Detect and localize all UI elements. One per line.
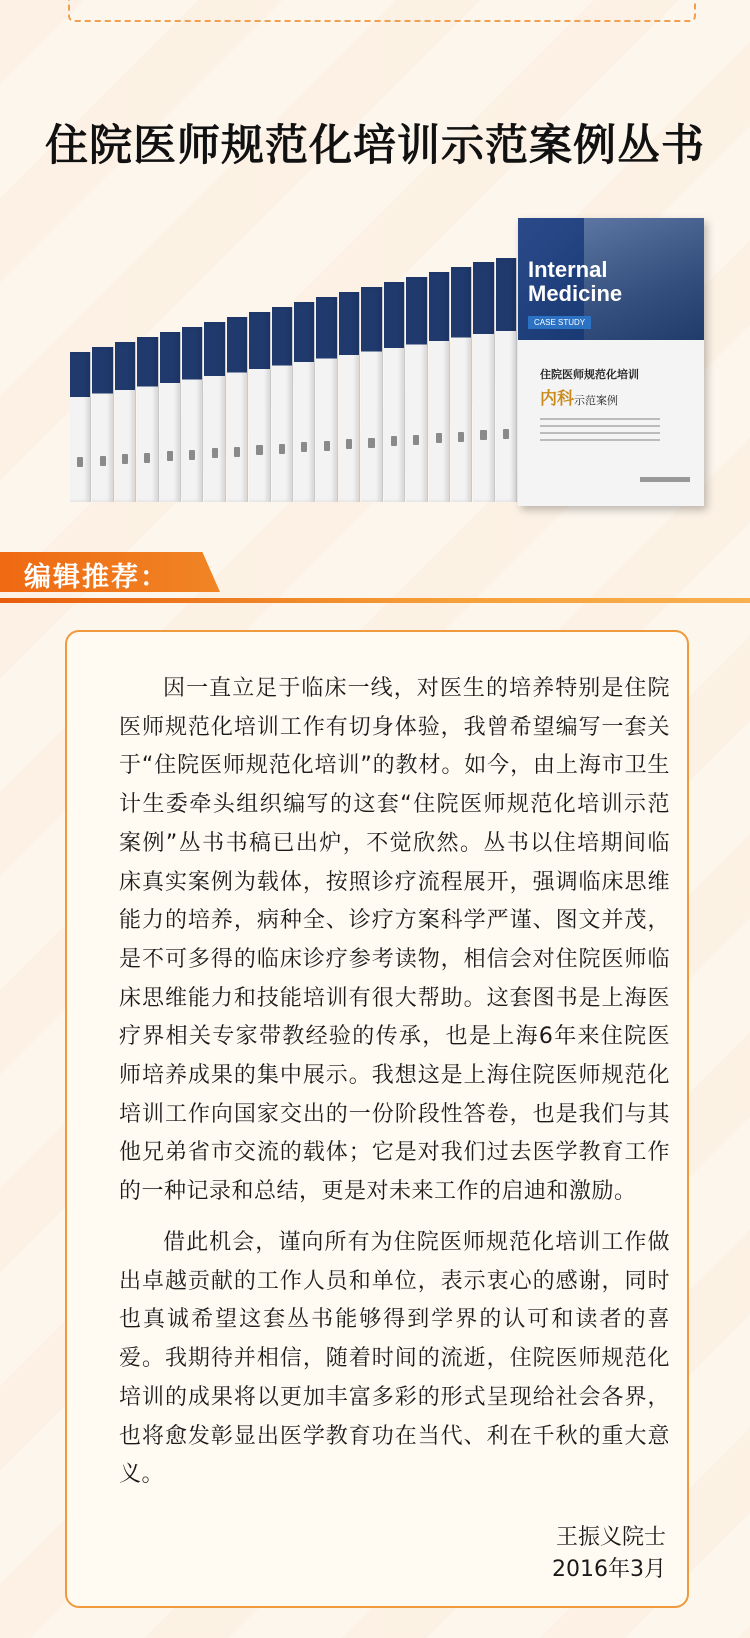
cover-header	[518, 218, 704, 340]
cover-subject-name: 内科	[540, 389, 574, 409]
book-spine	[361, 287, 382, 502]
book-spine	[227, 317, 248, 502]
cover-series-title: 住院医师规范化培训	[540, 368, 639, 381]
cover-english-title: Internal Medicine	[528, 257, 623, 306]
book-spine	[160, 332, 181, 502]
book-set-image	[50, 218, 700, 518]
cover-subject	[540, 384, 618, 409]
cover-text-lines	[540, 418, 660, 446]
book-spine	[429, 272, 450, 502]
book-spine	[496, 258, 517, 502]
book-spine	[249, 312, 270, 502]
page-title: 住院医师规范化培训示范案例丛书	[45, 121, 705, 171]
signature-name: 王振义院士	[555, 1525, 666, 1550]
recommendation-paragraph-1: 因一直立足于临床一线，对医生的培养特别是住院医师规范化培训工作有切身体验，我曾希望编写一套关于“住院医师规范化培训”的教材。如今，由上海市卫生计生委牵头组织编写的这套“住院医师规范化培训示范案例”丛书书稿已出炉，不觉欣然。丛书以住培期间临床真实案例为载体，按照诊疗流程展开，强调临床思维能力的培养，病种全、诊疗方案科学严谨、图文并茂，是不可多得的临床诊疗参考读物，相信会对住院医师临床思维能力和技能培训有很大帮助。这套图书是上海医疗界相关专家带教经验的传承，也是上海6年来住院医师培养成果的集中展示。我想这是上海住院医师规范化培训工作向国家交出的一份阶段性答卷，也是我们与其他兄弟省市交流的载体；它是对我们过去医学教育工作的一种记录和总结，更是对未来工作的启迪和激励。	[119, 676, 670, 1205]
section-divider	[0, 598, 750, 603]
cover-subject-suffix: 示范案例	[574, 394, 618, 407]
recommendation-paragraph-2: 借此机会，谨向所有为住院医师规范化培训工作做出卓越贡献的工作人员和单位，表示衷心的感谢，同时也真诚希望这套丛书能够得到学界的认可和读者的喜爱。我期待并相信，随着时间的流逝，住院医师规范化培训的成果将以更加丰富多彩的形式呈现给社会各界，也将愈发彰显出医学教育功在当代、利在千秋的重大意义。	[119, 1230, 670, 1488]
signature-date: 2016年3月	[552, 1557, 666, 1582]
top-decorative-frame	[68, 0, 696, 22]
book-spine	[272, 307, 293, 502]
book-spine	[92, 347, 113, 502]
book-cover-internal-medicine	[518, 218, 704, 506]
book-spine	[473, 262, 494, 502]
book-spine	[316, 297, 337, 502]
book-spine	[451, 267, 472, 502]
publisher-mark	[640, 477, 690, 482]
book-spine	[204, 322, 225, 502]
cover-case-label: CASE STUDY	[528, 316, 591, 329]
book-spine	[339, 292, 360, 502]
book-spine	[115, 342, 136, 502]
section-heading: 编辑推荐：	[24, 562, 169, 593]
book-spine	[137, 337, 158, 502]
book-spine	[70, 352, 91, 502]
book-spines	[70, 258, 518, 502]
book-spine	[406, 277, 427, 502]
book-spine	[384, 282, 405, 502]
book-spine	[294, 302, 315, 502]
book-spine	[182, 327, 203, 502]
